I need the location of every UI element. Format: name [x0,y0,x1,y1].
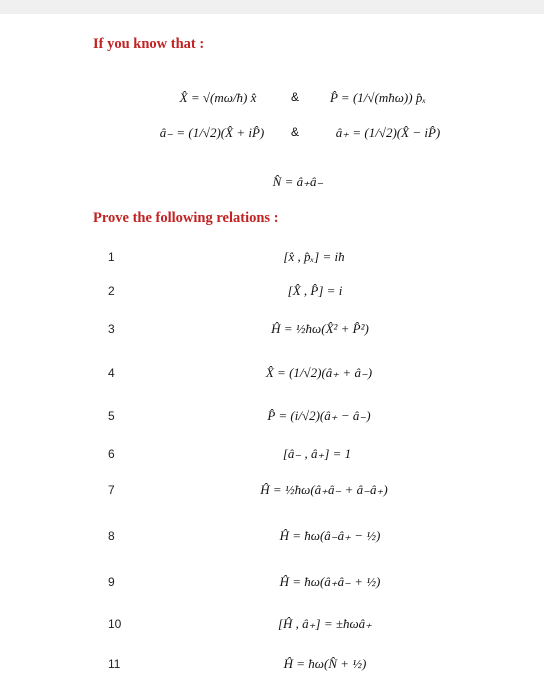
relation-number: 8 [108,529,115,543]
relation-expression: [x̂ , p̂ₓ] = iħ [283,249,345,264]
relation-number: 10 [108,617,122,631]
formula-x-operator: X̂ = √(mω/ħ) x̂ [179,90,257,105]
relation-expression: Ĥ = ħω(â₋â₊ − ½) [279,528,381,543]
relation-number: 5 [108,409,115,423]
formula-lowering-operator: â₋ = (1/√2)(X̂ + iP̂) [159,125,265,140]
given-heading: If you know that : [93,36,205,52]
relation-expression: P̂ = (i/√2)(â₊ − â₋) [267,408,371,423]
relation-number: 11 [108,657,121,671]
relation-number: 4 [108,366,115,380]
relation-expression: Ĥ = ½ħω(X̂² + P̂²) [271,321,369,336]
relation-number: 3 [108,322,115,336]
formula-number-operator: N̂ = â₊â₋ [272,174,324,189]
relation-number: 9 [108,575,115,589]
relation-expression: Ĥ = ħω(â₊â₋ + ½) [279,574,381,589]
relation-expression: [â₋ , â₊] = 1 [282,446,352,461]
formula-ampersand: & [291,90,300,104]
relation-expression: X̂ = (1/√2)(â₊ + â₋) [265,365,373,380]
relation-number: 6 [108,447,115,461]
relation-number: 7 [108,483,115,497]
relation-expression: Ĥ = ħω(N̂ + ½) [283,656,367,671]
prove-heading: Prove the following relations : [93,210,279,226]
page-top-shade [0,0,544,14]
relation-number: 2 [108,284,115,298]
formula-ampersand: & [291,125,300,139]
relation-number: 1 [108,250,115,264]
formula-raising-operator: â₊ = (1/√2)(X̂ − iP̂) [335,125,441,140]
relation-expression: Ĥ = ½ħω(â₊â₋ + â₋â₊) [260,482,388,497]
relation-expression: [X̂ , P̂] = i [287,283,343,298]
formula-p-operator: P̂ = (1/√(mħω)) p̂ₓ [329,90,427,105]
relation-expression: [Ĥ , â₊] = ±ħωâ₊ [277,616,373,631]
